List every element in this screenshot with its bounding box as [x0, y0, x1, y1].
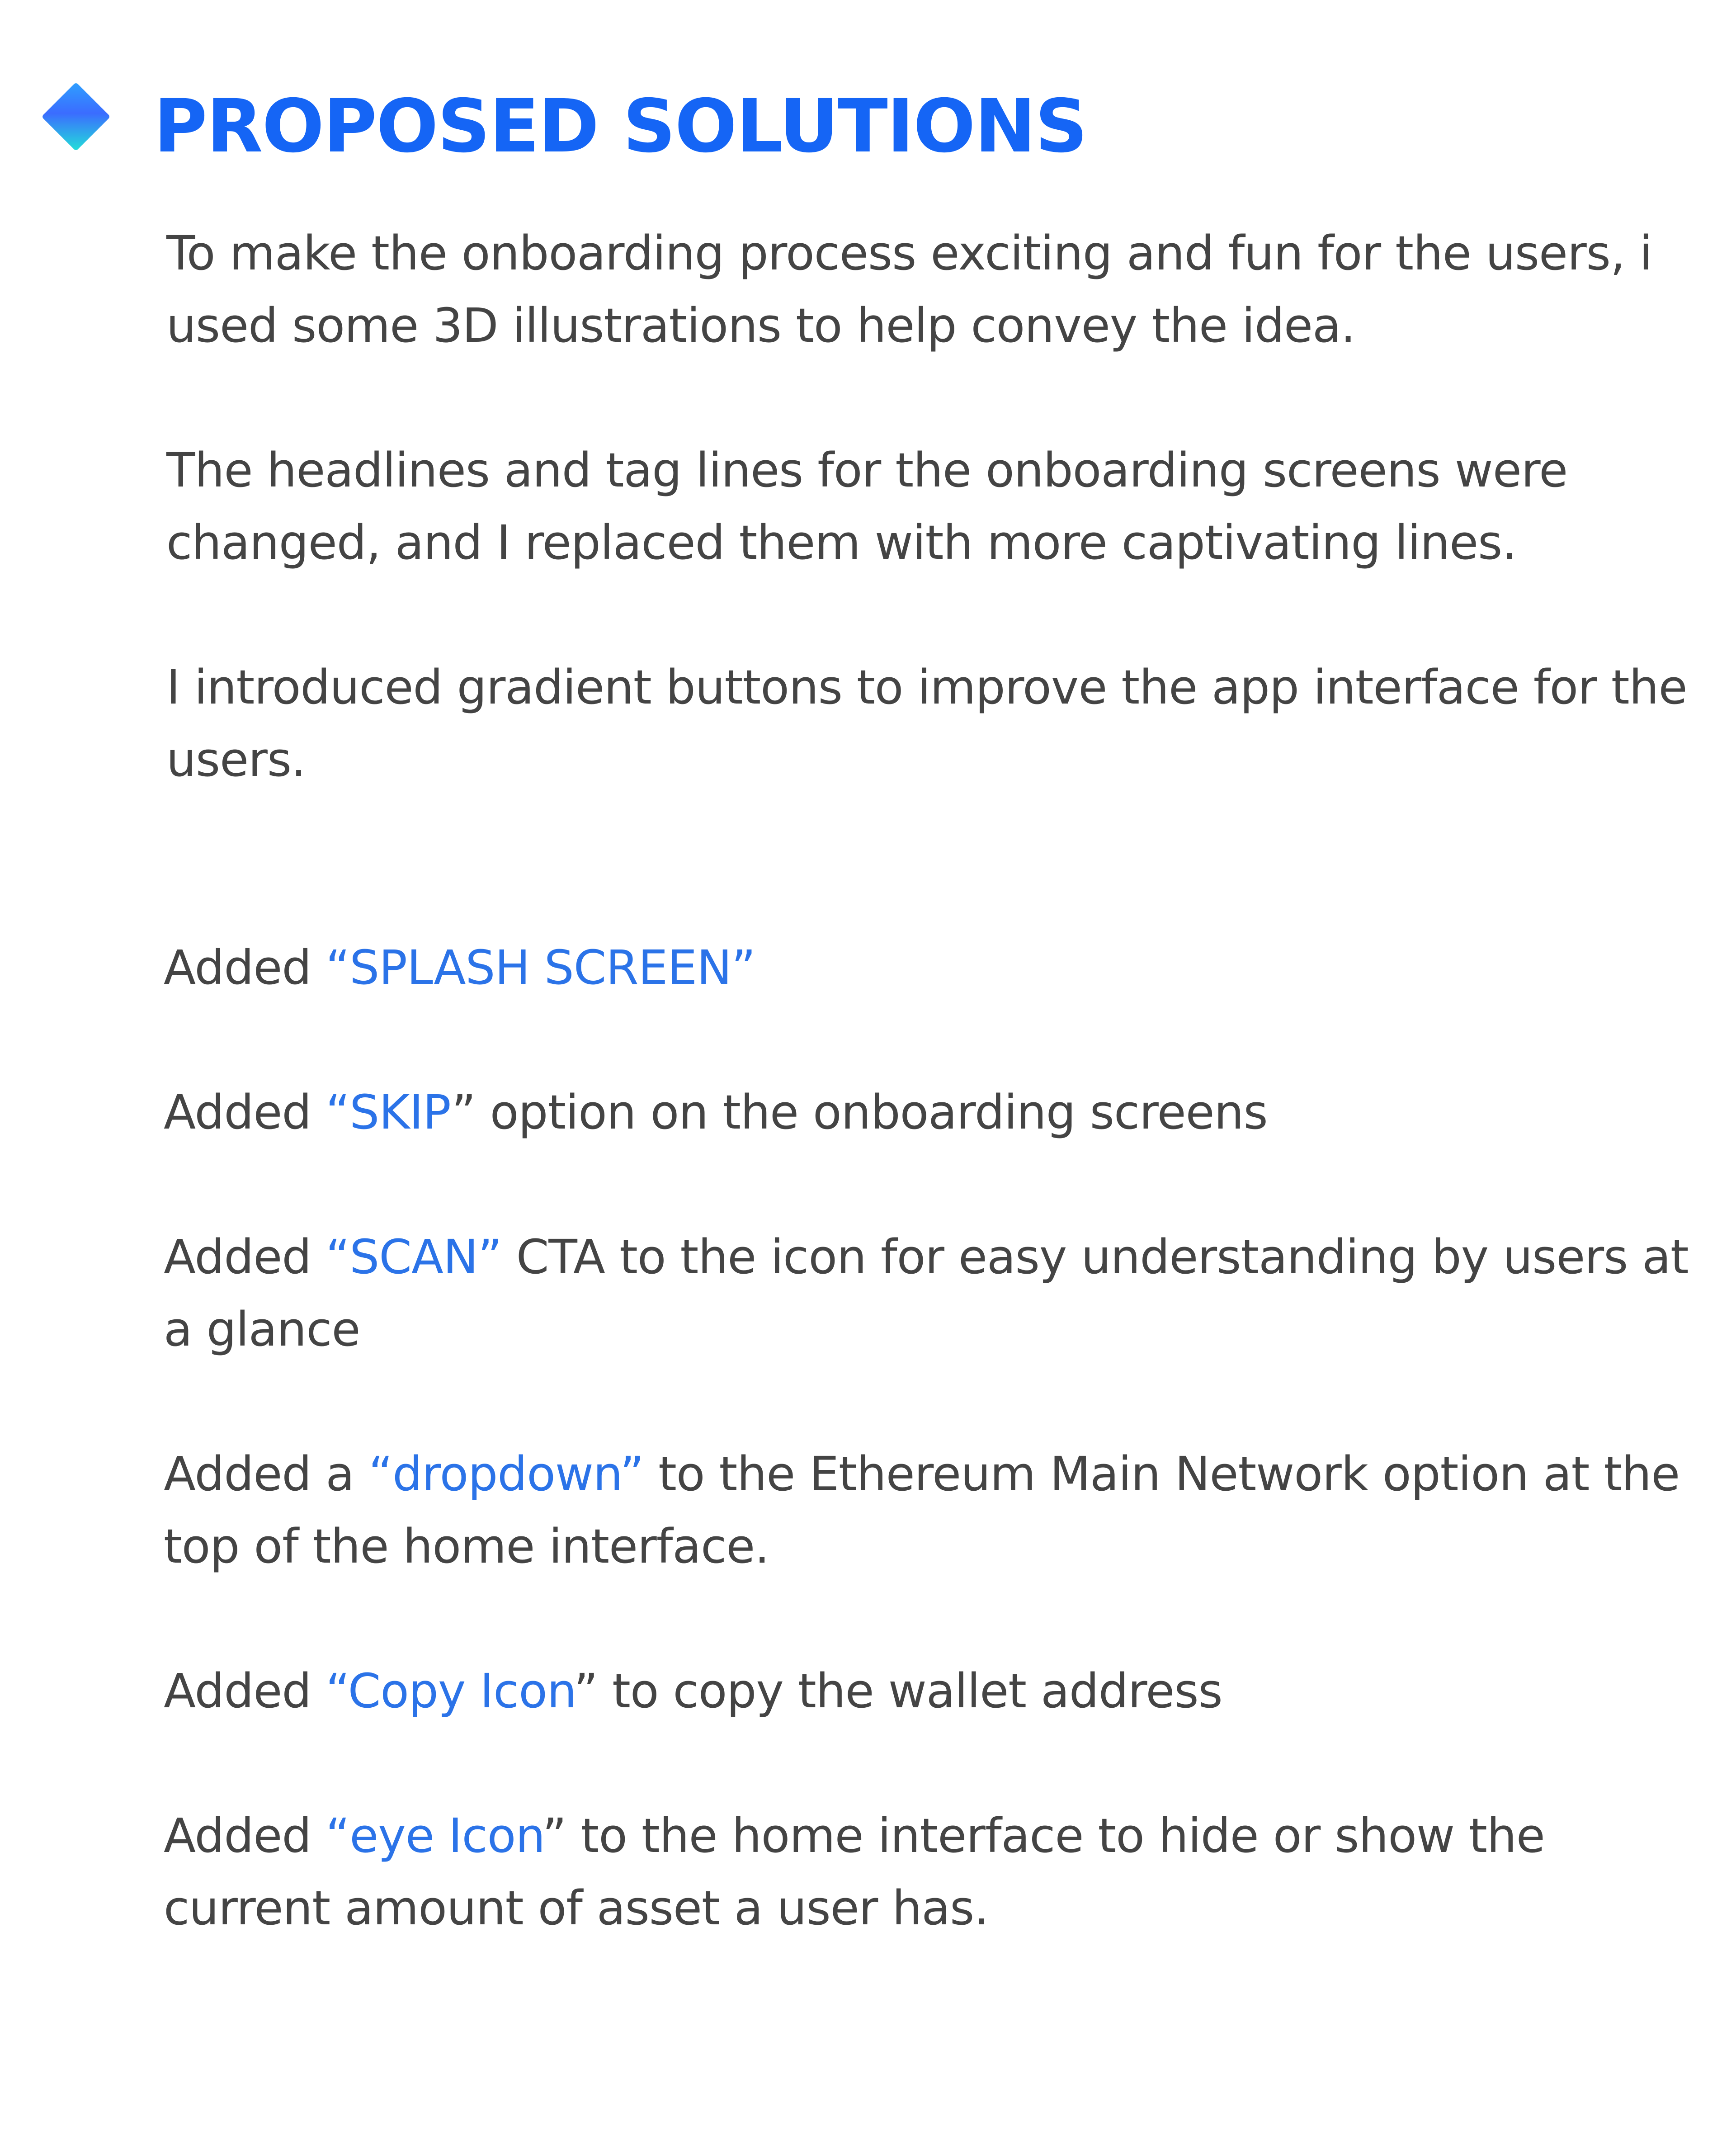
change-item-eye-icon	[164, 1800, 1701, 1944]
change-item-splash-screen	[164, 931, 1701, 1004]
change-highlight: “dropdown”	[368, 1446, 644, 1502]
changes-list	[164, 931, 1701, 2017]
change-highlight: “SPLASH SCREEN”	[326, 940, 755, 995]
change-prefix: Added a	[164, 1446, 369, 1502]
diamond-icon	[42, 82, 111, 151]
change-item-scan	[164, 1221, 1701, 1365]
change-highlight: “SCAN”	[326, 1229, 502, 1285]
change-suffix: ” to copy the wallet address	[574, 1663, 1222, 1719]
intro-section	[166, 217, 1694, 868]
change-prefix: Added	[164, 940, 326, 995]
change-suffix: ” to the home interface to hide or show the current amount of asset a user has.	[164, 1808, 1545, 1936]
change-item-dropdown	[164, 1438, 1701, 1583]
change-suffix: ” option on the onboarding screens	[451, 1085, 1268, 1140]
change-prefix: Added	[164, 1808, 326, 1863]
change-prefix: Added	[164, 1229, 326, 1285]
change-highlight: “SKIP	[326, 1085, 452, 1140]
intro-paragraph: To make the onboarding process exciting and fun for the users, i used some 3D illustrations to help convey the idea.	[166, 226, 1652, 353]
change-suffix: to the Ethereum Main Network option at the top of the home interface.	[164, 1446, 1680, 1574]
change-suffix: CTA to the icon for easy understanding by users at a glance	[164, 1229, 1689, 1357]
change-item-copy-icon	[164, 1655, 1701, 1727]
page-title: PROPOSED SOLUTIONS	[154, 84, 1087, 169]
intro-paragraph: The headlines and tag lines for the onboarding screens were changed, and I replaced them with more captivating lines.	[166, 443, 1568, 570]
intro-paragraph: I introduced gradient buttons to improve the app interface for the users.	[166, 660, 1687, 787]
change-prefix: Added	[164, 1663, 326, 1719]
change-prefix: Added	[164, 1085, 326, 1140]
change-highlight: “Copy Icon	[326, 1663, 574, 1719]
change-highlight: “eye Icon	[326, 1808, 542, 1863]
change-item-skip	[164, 1076, 1701, 1148]
